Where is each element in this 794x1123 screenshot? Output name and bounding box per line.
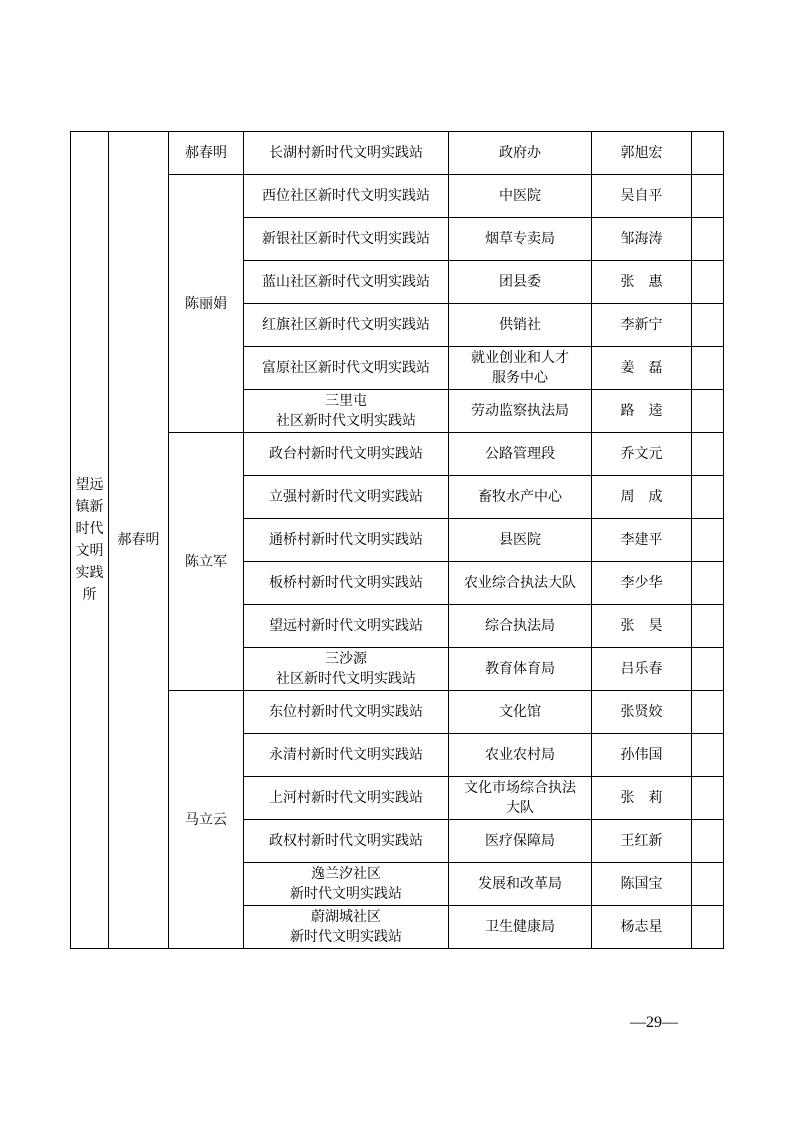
table-row bbox=[71, 132, 724, 175]
person-cell: 郭旭宏 bbox=[592, 132, 692, 175]
station-name: 望远镇新时代文明实践所 bbox=[75, 477, 104, 603]
unit-cell: 教育体育局 bbox=[449, 648, 592, 691]
unit-cell: 卫生健康局 bbox=[449, 906, 592, 949]
unit-cell: 农业农村局 bbox=[449, 734, 592, 777]
blank-cell bbox=[692, 433, 724, 476]
unit-cell: 公路管理段 bbox=[449, 433, 592, 476]
site-cell: 政权村新时代文明实践站 bbox=[244, 820, 449, 863]
person-cell: 李少华 bbox=[592, 562, 692, 605]
blank-cell bbox=[692, 132, 724, 175]
table-row bbox=[71, 433, 724, 476]
unit-cell: 烟草专卖局 bbox=[449, 218, 592, 261]
blank-cell bbox=[692, 347, 724, 390]
unit-cell: 团县委 bbox=[449, 261, 592, 304]
unit-cell: 就业创业和人才 服务中心 bbox=[449, 347, 592, 390]
station-cell bbox=[71, 132, 109, 949]
unit-cell: 中医院 bbox=[449, 175, 592, 218]
leader-cell: 郝春明 bbox=[109, 132, 169, 949]
blank-cell bbox=[692, 605, 724, 648]
site-cell: 长湖村新时代文明实践站 bbox=[244, 132, 449, 175]
unit-cell: 劳动监察执法局 bbox=[449, 390, 592, 433]
site-cell: 西位社区新时代文明实践站 bbox=[244, 175, 449, 218]
blank-cell bbox=[692, 390, 724, 433]
blank-cell bbox=[692, 906, 724, 949]
group-leader-cell: 陈立军 bbox=[169, 433, 244, 691]
site-cell: 三沙源 社区新时代文明实践站 bbox=[244, 648, 449, 691]
blank-cell bbox=[692, 562, 724, 605]
unit-cell: 农业综合执法大队 bbox=[449, 562, 592, 605]
unit-cell: 畜牧水产中心 bbox=[449, 476, 592, 519]
site-cell: 三里屯 社区新时代文明实践站 bbox=[244, 390, 449, 433]
person-cell: 李新宁 bbox=[592, 304, 692, 347]
blank-cell bbox=[692, 863, 724, 906]
site-cell: 政台村新时代文明实践站 bbox=[244, 433, 449, 476]
site-cell: 板桥村新时代文明实践站 bbox=[244, 562, 449, 605]
table-row bbox=[71, 691, 724, 734]
blank-cell bbox=[692, 820, 724, 863]
person-cell: 张 莉 bbox=[592, 777, 692, 820]
person-cell: 姜 磊 bbox=[592, 347, 692, 390]
person-cell: 周 成 bbox=[592, 476, 692, 519]
blank-cell bbox=[692, 691, 724, 734]
group-leader-cell: 马立云 bbox=[169, 691, 244, 949]
blank-cell bbox=[692, 218, 724, 261]
site-cell: 蔚湖城社区 新时代文明实践站 bbox=[244, 906, 449, 949]
unit-cell: 医疗保障局 bbox=[449, 820, 592, 863]
site-cell: 新银社区新时代文明实践站 bbox=[244, 218, 449, 261]
station-table bbox=[70, 131, 724, 949]
unit-cell: 县医院 bbox=[449, 519, 592, 562]
person-cell: 张 惠 bbox=[592, 261, 692, 304]
blank-cell bbox=[692, 476, 724, 519]
unit-cell: 综合执法局 bbox=[449, 605, 592, 648]
person-cell: 王红新 bbox=[592, 820, 692, 863]
blank-cell bbox=[692, 519, 724, 562]
person-cell: 吕乐春 bbox=[592, 648, 692, 691]
unit-cell: 政府办 bbox=[449, 132, 592, 175]
site-cell: 望远村新时代文明实践站 bbox=[244, 605, 449, 648]
blank-cell bbox=[692, 261, 724, 304]
person-cell: 乔文元 bbox=[592, 433, 692, 476]
person-cell: 吴自平 bbox=[592, 175, 692, 218]
unit-cell: 文化市场综合执法 大队 bbox=[449, 777, 592, 820]
person-cell: 杨志星 bbox=[592, 906, 692, 949]
unit-cell: 文化馆 bbox=[449, 691, 592, 734]
person-cell: 孙伟国 bbox=[592, 734, 692, 777]
site-cell: 富原社区新时代文明实践站 bbox=[244, 347, 449, 390]
site-cell: 红旗社区新时代文明实践站 bbox=[244, 304, 449, 347]
site-cell: 立强村新时代文明实践站 bbox=[244, 476, 449, 519]
group-leader-cell: 陈丽娟 bbox=[169, 175, 244, 433]
blank-cell bbox=[692, 648, 724, 691]
blank-cell bbox=[692, 175, 724, 218]
site-cell: 蓝山社区新时代文明实践站 bbox=[244, 261, 449, 304]
unit-cell: 供销社 bbox=[449, 304, 592, 347]
site-cell: 逸兰汐社区 新时代文明实践站 bbox=[244, 863, 449, 906]
person-cell: 邹海涛 bbox=[592, 218, 692, 261]
unit-cell: 发展和改革局 bbox=[449, 863, 592, 906]
blank-cell bbox=[692, 777, 724, 820]
site-cell: 东位村新时代文明实践站 bbox=[244, 691, 449, 734]
blank-cell bbox=[692, 734, 724, 777]
site-cell: 永清村新时代文明实践站 bbox=[244, 734, 449, 777]
person-cell: 陈国宝 bbox=[592, 863, 692, 906]
site-cell: 上河村新时代文明实践站 bbox=[244, 777, 449, 820]
group-leader-cell: 郝春明 bbox=[169, 132, 244, 175]
person-cell: 张贤姣 bbox=[592, 691, 692, 734]
table-row bbox=[71, 175, 724, 218]
person-cell: 张 昊 bbox=[592, 605, 692, 648]
page-number: —29— bbox=[630, 1014, 678, 1031]
person-cell: 路 逵 bbox=[592, 390, 692, 433]
blank-cell bbox=[692, 304, 724, 347]
site-cell: 通桥村新时代文明实践站 bbox=[244, 519, 449, 562]
person-cell: 李建平 bbox=[592, 519, 692, 562]
